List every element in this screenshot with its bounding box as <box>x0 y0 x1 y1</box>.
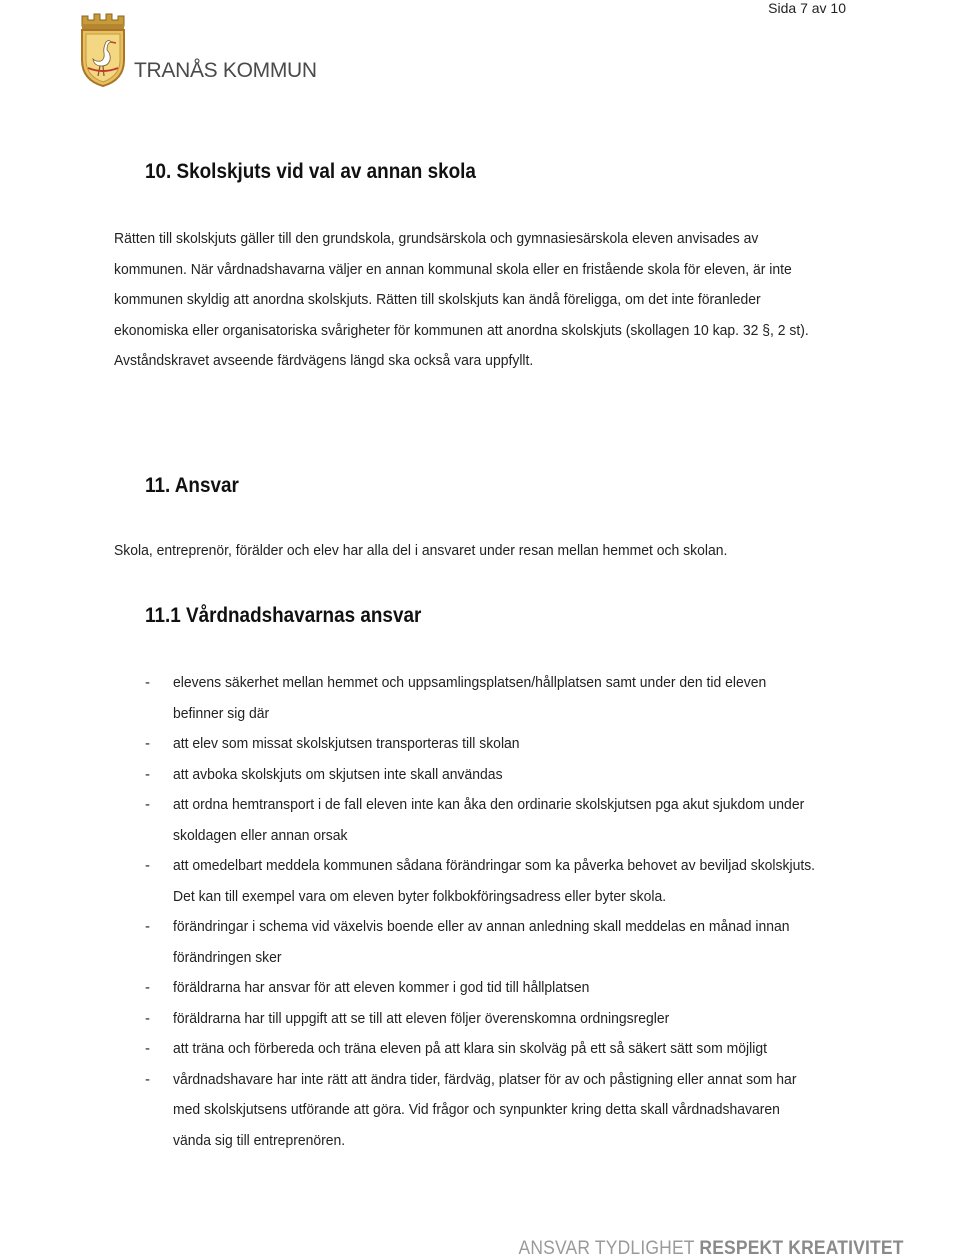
coat-of-arms-icon <box>78 12 128 88</box>
list-item <box>145 912 885 973</box>
list-item-text: föräldrarna har ansvar för att eleven kommer i god tid till hållplatsen <box>173 979 590 996</box>
section-11-paragraph <box>114 536 821 567</box>
list-item <box>145 668 885 729</box>
section-11-heading: 11. Ansvar <box>145 474 239 497</box>
paragraph-line: ekonomiska eller organisatoriska svårigheter för kommunen att anordna skolskjuts (skollagen 10 kap. 32 §, 2 st). <box>114 321 809 339</box>
responsibility-list <box>145 668 885 1156</box>
bullet-dash: - <box>145 674 150 691</box>
list-item-text: elevens säkerhet mellan hemmet och uppsamlingsplatsen/hållplatsen samt under den tid eleven befinner sig där <box>173 674 767 722</box>
list-item <box>145 1034 885 1065</box>
municipality-logo <box>78 12 338 92</box>
list-item-text: att elev som missat skolskjutsen transporteras till skolan <box>173 735 520 752</box>
paragraph-line: Rätten till skolskjuts gäller till den grundskola, grundsärskola och gymnasiesärskola eleven anvisades av <box>114 230 759 247</box>
paragraph-line: Skola, entreprenör, förälder och elev har alla del i ansvaret under resan mellan hemmet och skolan. <box>114 542 728 559</box>
bullet-dash: - <box>145 979 150 996</box>
footer-values-bold: RESPEKT KREATIVITET <box>699 1238 904 1259</box>
page-number: Sida 7 av 10 <box>768 0 846 16</box>
bullet-dash: - <box>145 796 150 813</box>
list-item-text: att ordna hemtransport i de fall eleven inte kan åka den ordinarie skolskjutsen pga akut sjukdom under skoldagen eller annan orsak <box>173 796 805 844</box>
section-11-1-heading: 11.1 Vårdnadshavarnas ansvar <box>145 604 422 627</box>
paragraph-line: Avståndskravet avseende färdvägens längd ska också vara uppfyllt. <box>114 352 534 369</box>
paragraph-line: kommunen skyldig att anordna skolskjuts. Rätten till skolskjuts kan ändå föreligga, om det inte föranleder <box>114 291 761 308</box>
bullet-dash: - <box>145 857 150 874</box>
paragraph-line: kommunen. När vårdnadshavarna väljer en annan kommunal skola eller en fristående skola för eleven, är inte <box>114 260 792 278</box>
list-item-text: att avboka skolskjuts om skjutsen inte skall användas <box>173 765 503 783</box>
bullet-dash: - <box>145 735 150 752</box>
bullet-dash: - <box>145 1040 150 1057</box>
list-item-text: vårdnadshavare har inte rätt att ändra tider, färdväg, platser för av och påstigning eller annat som har med skolskjutsens utförande att göra. Vid frågor och synpunkter kring detta skall vårdnadshavaren vända sig till entreprenören. <box>173 1070 797 1149</box>
list-item <box>145 1004 885 1035</box>
bullet-dash: - <box>145 1070 150 1088</box>
list-item-text: föräldrarna har till uppgift att se till att eleven följer överenskomna ordningsregler <box>173 1009 670 1027</box>
list-item-text: att träna och förbereda och träna eleven på att klara sin skolväg på ett så säkert sätt som möjligt <box>173 1040 767 1057</box>
bullet-dash: - <box>145 1009 150 1027</box>
list-item <box>145 1065 885 1157</box>
footer-values <box>519 1238 904 1260</box>
section-10-heading: 10. Skolskjuts vid val av annan skola <box>145 160 476 183</box>
list-item <box>145 973 885 1004</box>
list-item <box>145 760 885 791</box>
list-item <box>145 790 885 851</box>
list-item <box>145 729 885 760</box>
logo-wordmark: TRANÅS KOMMUN <box>134 59 317 82</box>
list-item-text: att omedelbart meddela kommunen sådana förändringar som ka påverka behovet av beviljad skolskjuts. Det kan till exempel vara om eleven byter folkbokföringsadress eller byter skola. <box>173 857 816 905</box>
list-item <box>145 851 885 912</box>
list-item-text: förändringar i schema vid växelvis boende eller av annan anledning skall meddelas en månad innan förändringen sker <box>173 918 790 966</box>
bullet-dash: - <box>145 918 150 935</box>
footer-values-light: ANSVAR TYDLIGHET <box>518 1238 695 1259</box>
bullet-dash: - <box>145 765 150 783</box>
section-10-paragraph <box>114 224 821 377</box>
